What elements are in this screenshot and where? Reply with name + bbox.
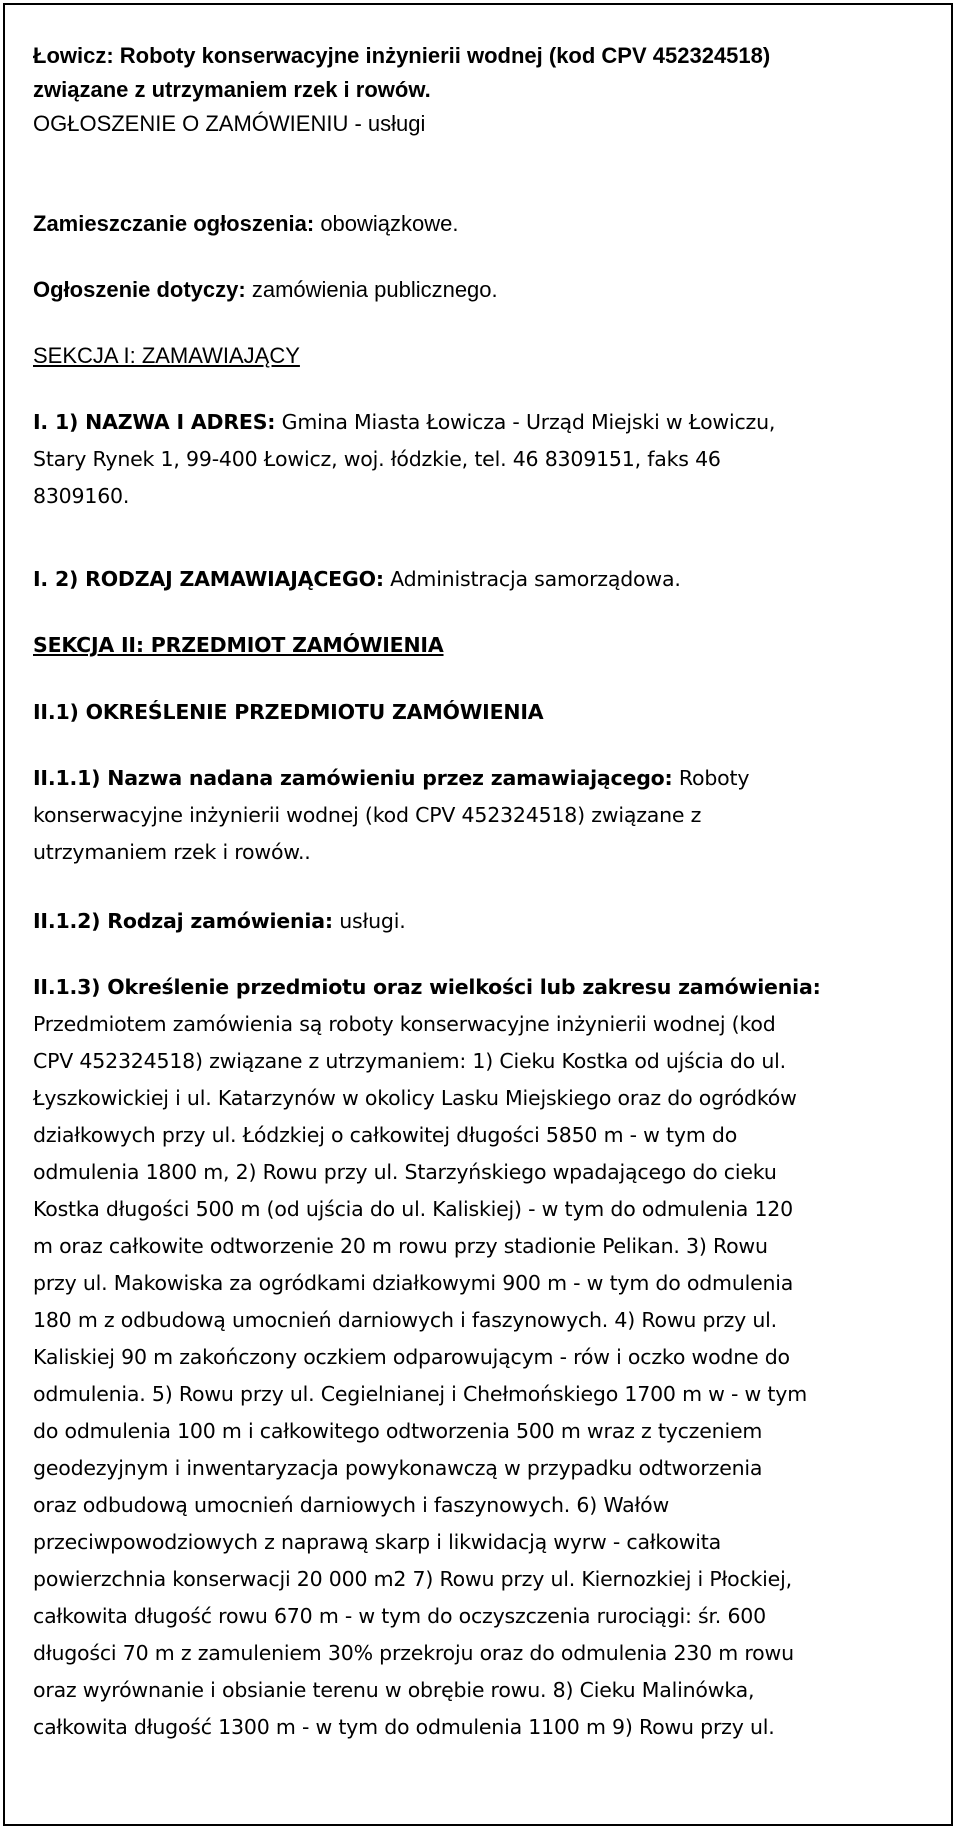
document-page [3, 3, 953, 1826]
order-name-label: II.1.1) Nazwa nadana zamówieniu przez zamawiającego: [33, 766, 673, 790]
notice-subtitle: OGŁOSZENIE O ZAMÓWIENIU - usługi [33, 111, 426, 136]
order-name-block: II.1.1) Nazwa nadana zamówieniu przez zamawiającego: Roboty konserwacyjne inżynierii wodnej (kod CPV 452324518) związane z utrzymaniem rzek i rowów.. [33, 766, 750, 864]
name-address-block: I. 1) NAZWA I ADRES: Gmina Miasta Łowicza - Urząd Miejski w Łowiczu, Stary Rynek 1, 99-400 Łowicz, woj. łódzkie, tel. 46 8309151, faks 46 8309160. [33, 410, 776, 508]
title-line-2: związane z utrzymaniem rzek i rowów. [33, 77, 431, 102]
placement-value: obowiązkowe. [314, 211, 459, 236]
section2-heading: SEKCJA II: PRZEDMIOT ZAMÓWIENIA [33, 633, 444, 657]
concerns-row [33, 273, 498, 307]
contracting-type-value: Administracja samorządowa. [383, 567, 681, 591]
order-scope-block: II.1.3) Określenie przedmiotu oraz wielkości lub zakresu zamówienia: Przedmiotem zamówienia są roboty konserwacyjne inżynierii wodnej (kod CPV 452324518) związane z utrzymaniem: 1) Cieku Kostka od ujścia do ul. Łyszkowickiej i ul. Katarzynów w okolicy Lasku Miejskiego oraz do ogródków działkowych przy ul. Łódzkiej o całkowitej długości 5850 m - w tym do odmulenia 1800 m, 2) Rowu przy ul. Starzyńskiego wpadającego do cieku Kostka długości 500 m (od ujścia do ul. Kaliskiej) - w tym do odmulenia 120 m oraz całkowite odtworzenie 20 m rowu przy stadionie Pelikan. 3) Rowu przy ul. Makowiska za ogródkami działkowymi 900 m - w tym do odmulenia 180 m z odbudową umocnień darniowych i faszynowych. 4) Rowu przy ul. Kaliskiej 90 m zakończony oczkiem odparowującym - rów i oczko wodne do odmulenia. 5) Rowu przy ul. Cegielnianej i Chełmońskiego 1700 m w - w tym do odmulenia 100 m i całkowitego odtworzenia 500 m wraz z tyczeniem geodezyjnym i inwentaryzacja powykonawczą w przypadku odtworzenia oraz odbudową umocnień darniowych i faszynowych. 6) Wałów przeciwpowodziowych z naprawą skarp i likwidacją wyrw - całkowita powierzchnia konserwacji 20 000 m2 7) Rowu przy ul. Kiernozkiej i Płockiej, całkowita długość rowu 670 m - w tym do oczyszczenia rurociągi: śr. 600 długości 70 m z zamuleniem 30% przekroju oraz do odmulenia 230 m rowu oraz wyrównanie i obsianie terenu w obrębie rowu. 8) Cieku Malinówka, całkowita długość 1300 m - w tym do odmulenia 1100 m 9) Rowu przy ul. [33, 975, 821, 1739]
placement-label: Zamieszczanie ogłoszenia: [33, 211, 315, 236]
section2-subheading: II.1) OKREŚLENIE PRZEDMIOTU ZAMÓWIENIA [33, 700, 544, 724]
concerns-value: zamówienia publicznego. [245, 277, 498, 302]
title-line-1: Łowicz: Roboty konserwacyjne inżynierii wodnej (kod CPV 452324518) [33, 43, 771, 68]
section1-heading: SEKCJA I: ZAMAWIAJĄCY [33, 343, 300, 368]
contracting-type-label: I. 2) RODZAJ ZAMAWIAJĄCEGO: [33, 567, 384, 591]
concerns-label: Ogłoszenie dotyczy: [33, 277, 246, 302]
order-kind-label: II.1.2) Rodzaj zamówienia: [33, 909, 333, 933]
placement-row [33, 207, 459, 241]
name-address-label: I. 1) NAZWA I ADRES: [33, 410, 276, 434]
order-kind-row [33, 903, 406, 940]
contracting-type-row [33, 561, 681, 598]
order-scope-label: II.1.3) Określenie przedmiotu oraz wielkości lub zakresu zamówienia: [33, 975, 821, 999]
order-kind-value: usługi. [332, 909, 406, 933]
